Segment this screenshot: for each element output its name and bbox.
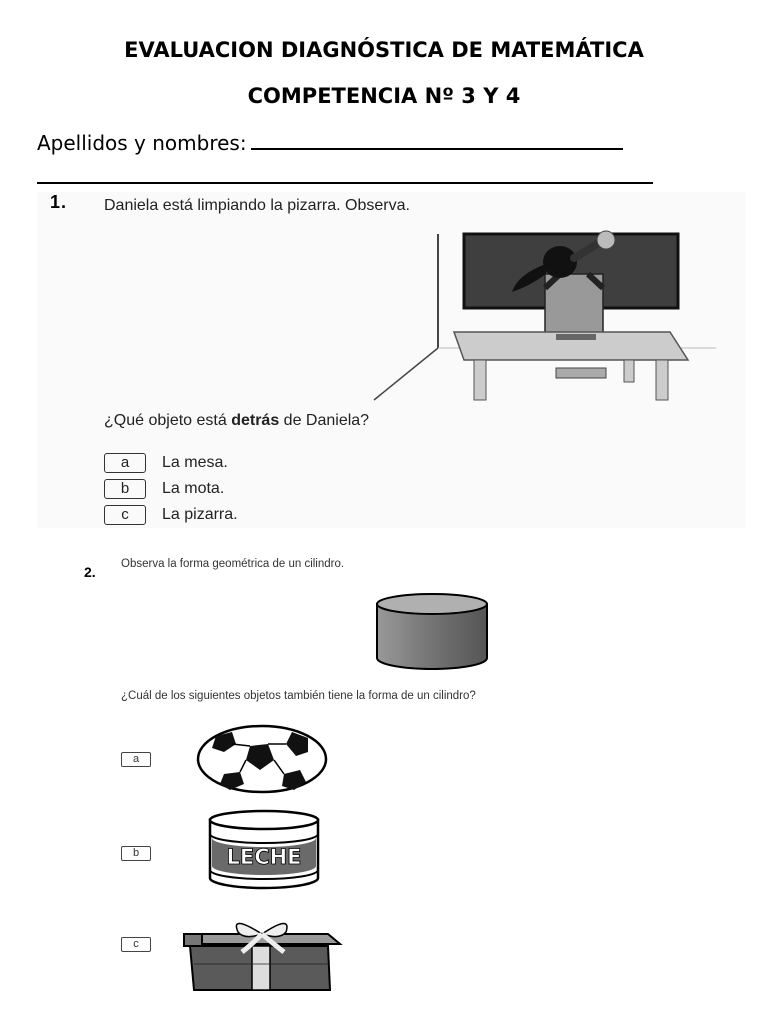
question-2-number: 2. (84, 564, 96, 580)
question-2-option-c-key[interactable]: c (121, 937, 151, 952)
page-subtitle: COMPETENCIA Nº 3 Y 4 (247, 84, 521, 108)
option-text: La mota. (162, 480, 225, 498)
option-key: b (104, 479, 146, 499)
name-blank-line-2[interactable] (37, 182, 653, 184)
milk-can-label: LECHE (226, 845, 302, 869)
prompt-text: ¿Qué objeto está (104, 412, 232, 429)
option-key: a (104, 453, 146, 473)
cylinder-illustration (374, 592, 490, 672)
question-2-option-a-key[interactable]: a (121, 752, 151, 767)
question-1-option-a[interactable] (104, 453, 228, 473)
name-line (37, 126, 623, 155)
prompt-bold-word: detrás (231, 412, 280, 429)
question-1-option-c[interactable] (104, 505, 238, 525)
page-title: EVALUACION DIAGNÓSTICA DE MATEMÁTICA (124, 38, 644, 62)
name-blank-field[interactable] (251, 126, 623, 150)
gift-box-icon[interactable] (180, 912, 344, 992)
question-2-statement: Observa la forma geométrica de un cilindro. (121, 558, 345, 570)
option-key: c (104, 505, 146, 525)
question-2-option-b-key[interactable]: b (121, 846, 151, 861)
option-text: La mesa. (162, 454, 228, 472)
soccer-ball-icon[interactable] (196, 724, 328, 794)
question-1-number: 1. (50, 192, 68, 212)
question-1-prompt (104, 412, 369, 430)
milk-can-icon[interactable] (206, 808, 322, 890)
question-1-statement: Daniela está limpiando la pizarra. Observa. (104, 197, 410, 214)
name-label: Apellidos y nombres: (37, 131, 247, 155)
girl-cleaning-board-illustration (370, 228, 720, 404)
prompt-text-end: de Daniela? (279, 412, 370, 429)
option-text: La pizarra. (162, 506, 238, 524)
question-1-option-b[interactable] (104, 479, 224, 499)
question-2-prompt: ¿Cuál de los siguientes objetos también tiene la forma de un cilindro? (121, 690, 476, 702)
